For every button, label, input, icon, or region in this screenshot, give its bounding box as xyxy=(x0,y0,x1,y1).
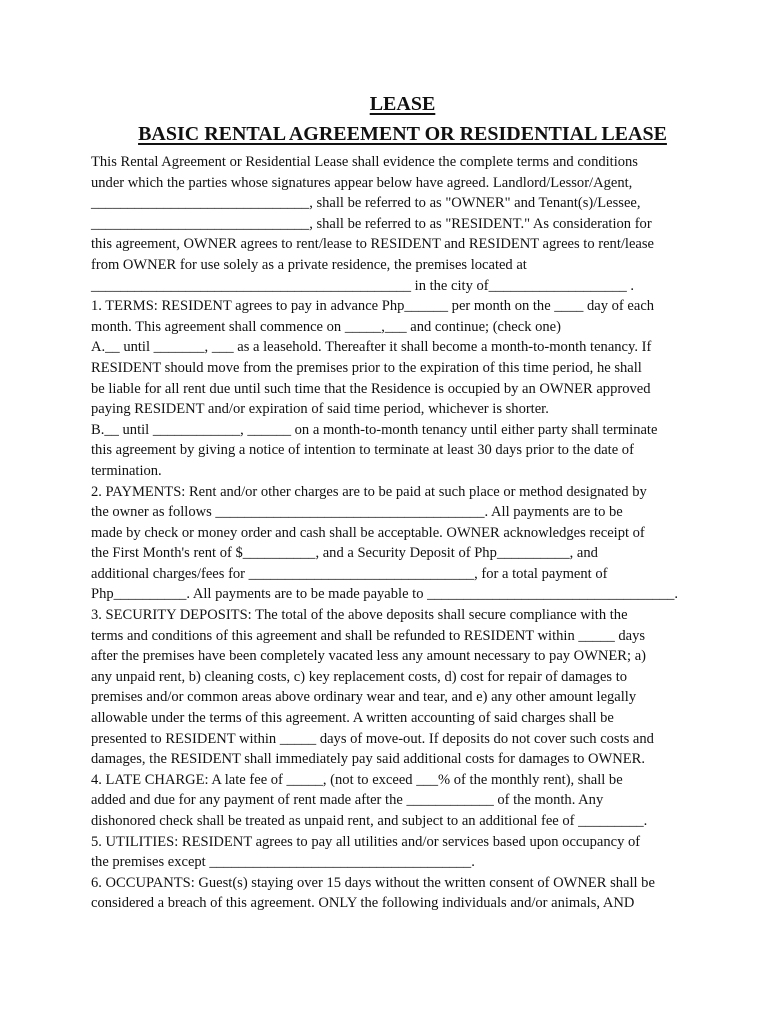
document-line: 4. LATE CHARGE: A late fee of _____, (not to exceed ___% of the monthly rent), shall be xyxy=(91,771,623,788)
document-line: additional charges/fees for _______________________________, for a total payment of xyxy=(91,565,608,582)
document-line: be liable for all rent due until such time that the Residence is occupied by an OWNER approved xyxy=(91,380,651,397)
document-subtitle: BASIC RENTAL AGREEMENT OR RESIDENTIAL LEASE xyxy=(138,123,667,145)
document-line: ______________________________, shall be referred to as "RESIDENT." As consideration for xyxy=(91,215,652,232)
document-line: 6. OCCUPANTS: Guest(s) staying over 15 days without the written consent of OWNER shall be xyxy=(91,874,655,891)
document-line: This Rental Agreement or Residential Lease shall evidence the complete terms and conditions xyxy=(91,154,638,170)
document-line: this agreement by giving a notice of intention to terminate at least 30 days prior to the date of xyxy=(91,442,634,459)
document-line: ____________________________________________ in the city of___________________ . xyxy=(91,277,635,294)
document-line: the owner as follows _____________________________________. All payments are to be xyxy=(91,504,623,521)
document-line: Php__________. All payments are to be made payable to __________________________________. xyxy=(91,586,679,603)
document-line: terms and conditions of this agreement and shall be refunded to RESIDENT within _____ days xyxy=(91,627,646,644)
document-line: made by check or money order and cash shall be acceptable. OWNER acknowledges receipt of xyxy=(91,524,645,541)
document-line: premises and/or common areas above ordinary wear and tear, and e) any other amount legally xyxy=(91,689,637,706)
document-line: A.__ until _______, ___ as a leasehold. Thereafter it shall become a month-to-month tenancy. If xyxy=(91,339,652,356)
document-line: presented to RESIDENT within _____ days of move-out. If deposits do not cover such costs and xyxy=(91,730,654,747)
document-body xyxy=(91,152,708,914)
document-line: B.__ until ____________, ______ on a month-to-month tenancy until either party shall terminate xyxy=(91,421,658,438)
document-line: considered a breach of this agreement. ONLY the following individuals and/or animals, AND xyxy=(91,895,635,912)
document-line: termination. xyxy=(91,462,162,479)
document-line: after the premises have been completely vacated less any amount necessary to pay OWNER; a) xyxy=(91,648,646,665)
document-line: 2. PAYMENTS: Rent and/or other charges are to be paid at such place or method designated by xyxy=(91,483,647,500)
document-line: 5. UTILITIES: RESIDENT agrees to pay all utilities and/or services based upon occupancy of xyxy=(91,833,641,850)
document-title: LEASE xyxy=(369,93,436,115)
document-line: damages, the RESIDENT shall immediately pay said additional costs for damages to OWNER. xyxy=(91,751,646,768)
document-line: ______________________________, shall be referred to as "OWNER" and Tenant(s)/Lessee, xyxy=(91,195,641,212)
document-line: any unpaid rent, b) cleaning costs, c) key replacement costs, d) cost for repair of damages to xyxy=(91,668,628,685)
document-line: the premises except ____________________________________. xyxy=(91,854,475,871)
document-line: from OWNER for use solely as a private residence, the premises located at xyxy=(91,256,527,273)
document-line: this agreement, OWNER agrees to rent/lease to RESIDENT and RESIDENT agrees to rent/lease xyxy=(91,236,654,253)
document-line: month. This agreement shall commence on _____,___ and continue; (check one) xyxy=(91,318,561,335)
document-line: 3. SECURITY DEPOSITS: The total of the above deposits shall secure compliance with the xyxy=(91,607,628,624)
document-line: paying RESIDENT and/or expiration of said time period, whichever is shorter. xyxy=(91,401,549,418)
document-line: under which the parties whose signatures appear below have agreed. Landlord/Lessor/Agent, xyxy=(91,174,633,191)
document-line: added and due for any payment of rent made after the ____________ of the month. Any xyxy=(91,792,604,809)
document-line: 1. TERMS: RESIDENT agrees to pay in advance Php______ per month on the ____ day of each xyxy=(91,298,655,315)
document-line: RESIDENT should move from the premises prior to the expiration of this time period, he shall xyxy=(91,359,642,376)
document-line: the First Month's rent of $__________, and a Security Deposit of Php__________, and xyxy=(91,545,598,562)
document-line: allowable under the terms of this agreement. A written accounting of said charges shall be xyxy=(91,710,614,727)
document-line: dishonored check shall be treated as unpaid rent, and subject to an additional fee of _________. xyxy=(91,813,648,829)
